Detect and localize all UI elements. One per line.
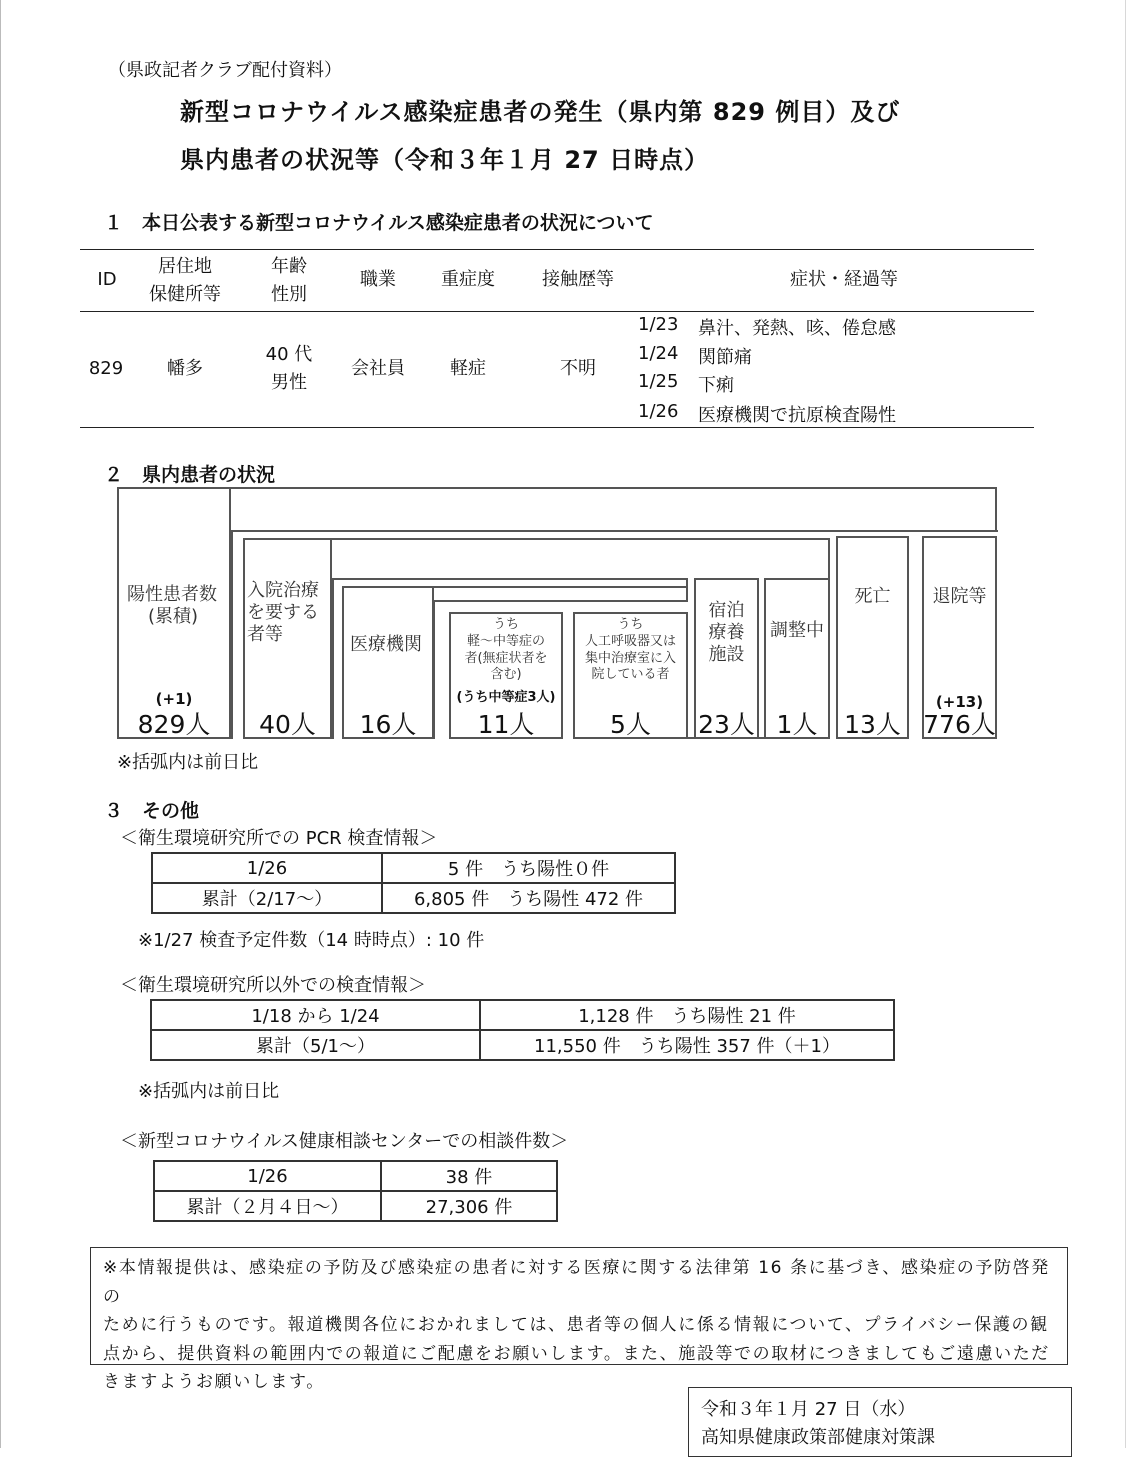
table-cell: 累計（2/17～） (152, 883, 382, 913)
positive-delta: (+1) (155, 690, 193, 708)
pcr-title: ＜衛生環境研究所での PCR 検査情報＞ (120, 828, 438, 849)
notice-line: ために行うものです。報道機関各位におかれましては、患者等の個人に係る情報について、プライバシー保護の観 (103, 1315, 1049, 1335)
diagram-footnote: ※括弧内は前日比 (117, 752, 259, 773)
hospital-label: 医療機関 (350, 634, 422, 655)
table-cell: 38 件 (381, 1161, 557, 1191)
table-cell: 1,128 件 うち陽性 21 件 (480, 1000, 894, 1030)
discharged-value: 776人 (923, 710, 996, 739)
course-date: 1/23 (638, 314, 679, 335)
hotel-label-1: 宿泊 (708, 600, 745, 621)
cell-id: 829 (88, 358, 124, 379)
discharged-label: 退院等 (932, 586, 987, 607)
table-cell: 1/26 (152, 853, 382, 883)
cell-severity: 軽症 (450, 358, 486, 379)
mild-label-3: 者(無症状者を (464, 651, 548, 666)
table-cell: 27,306 件 (381, 1191, 557, 1221)
table-cell: 11,550 件 うち陽性 357 件（＋1） (480, 1030, 894, 1060)
table-top-rule (80, 249, 1034, 250)
adjusting-value: 1人 (776, 710, 818, 739)
table-row (154, 1161, 557, 1191)
hospital-value: 16人 (359, 710, 417, 739)
table-row (151, 1000, 894, 1030)
positive-value: 829人 (137, 710, 211, 739)
table-cell: 累計（２月４日～） (154, 1191, 381, 1221)
course-text: 医療機関で抗原検査陽性 (698, 405, 896, 426)
issue-date: 令和３年１月 27 日（水） (701, 1399, 916, 1420)
course-text: 鼻汁、発熱、咳、倦怠感 (698, 318, 896, 339)
page-edge-right (1125, 0, 1126, 1448)
section1-heading: １ 本日公表する新型コロナウイルス感染症患者の状況について (104, 212, 654, 234)
course-text: 下痢 (698, 375, 734, 396)
table-row (154, 1191, 557, 1221)
consult-title: ＜新型コロナウイルス健康相談センターでの相談件数＞ (120, 1131, 569, 1152)
table-cell: 5 件 うち陽性０件 (382, 853, 675, 883)
course-text: 関節痛 (698, 347, 752, 368)
other-tests-title: ＜衛生環境研究所以外での検査情報＞ (120, 975, 426, 996)
table-cell: 累計（5/1～） (151, 1030, 480, 1060)
col-header-residence-2: 保健所等 (149, 284, 221, 305)
col-header-contact: 接触歴等 (542, 269, 614, 290)
severe-label-1: うち (617, 617, 644, 632)
positive-sublabel: (累積) (148, 606, 199, 627)
cell-occupation: 会社員 (351, 358, 405, 379)
course-date: 1/25 (638, 371, 679, 392)
course-date: 1/24 (638, 343, 679, 364)
mild-label-4: 含む) (490, 667, 522, 682)
consult-table (153, 1160, 558, 1222)
table-row (152, 883, 675, 913)
notice-line: きますようお願いします。 (103, 1372, 325, 1392)
issuer-department: 高知県健康政策部健康対策課 (701, 1427, 935, 1448)
col-header-age-2: 性別 (271, 284, 307, 305)
page-title-line1: 新型コロナウイルス感染症患者の発生（県内第 829 例目）及び (180, 98, 901, 126)
col-header-severity: 重症度 (441, 269, 495, 290)
notice-line: 点から、提供資料の範囲内での報道にご配慮をお願いします。また、施設等での取材につきましてもご遠慮いただ (103, 1343, 1050, 1364)
severe-value: 5人 (610, 710, 651, 739)
table-row (151, 1030, 894, 1060)
cell-residence: 幡多 (167, 358, 203, 379)
mild-label-1: うち (492, 617, 519, 632)
pcr-note: ※1/27 検査予定件数（14 時時点）: 10 件 (138, 930, 485, 951)
positive-label: 陽性患者数 (127, 584, 217, 605)
cell-contact: 不明 (560, 358, 596, 379)
severe-label-3: 集中治療室に入 (584, 651, 676, 666)
hotel-value: 23人 (698, 710, 755, 739)
col-header-symptoms: 症状・経過等 (790, 269, 898, 290)
other-tests-table (150, 999, 895, 1061)
severe-label-4: 院している者 (591, 667, 670, 682)
inpatient-value: 40人 (259, 710, 316, 739)
other-tests-note: ※括弧内は前日比 (138, 1081, 280, 1102)
hotel-label-2: 療養 (708, 622, 745, 643)
severe-label-2: 人工呼吸器又は (584, 634, 676, 649)
section2-heading: ２ 県内患者の状況 (104, 464, 276, 486)
inpatient-label-2: を要する (247, 602, 319, 623)
deaths-value: 13人 (844, 710, 901, 739)
table-cell: 1/18 から 1/24 (151, 1000, 480, 1030)
table-row (152, 853, 675, 883)
col-header-residence-1: 居住地 (158, 256, 212, 277)
col-header-occupation: 職業 (360, 269, 396, 290)
table-header-rule (80, 311, 1034, 312)
mild-note: (うち中等症3人) (456, 690, 556, 705)
mild-label-2: 軽～中等症の (466, 634, 545, 649)
distribution-note: （県政記者クラブ配付資料） (108, 60, 342, 81)
issuer-box (688, 1387, 1072, 1457)
page-title-line2: 県内患者の状況等（令和３年１月 27 日時点） (180, 146, 710, 174)
page-edge-left (0, 0, 1, 1448)
privacy-notice (90, 1247, 1068, 1392)
pcr-table (151, 852, 676, 914)
cell-age: 40 代 (265, 344, 313, 365)
table-cell: 6,805 件 うち陽性 472 件 (382, 883, 675, 913)
deaths-label: 死亡 (854, 586, 891, 607)
cell-sex: 男性 (271, 372, 307, 393)
notice-line: ※本情報提供は、感染症の予防及び感染症の患者に対する医療に関する法律第 16 条に基づき、感染症の予防啓発の (103, 1258, 1050, 1307)
col-header-age-1: 年齢 (271, 256, 307, 277)
inpatient-label-1: 入院治療 (247, 580, 319, 601)
hotel-label-3: 施設 (708, 644, 745, 665)
table-cell: 1/26 (154, 1161, 381, 1191)
discharged-delta: (+13) (935, 693, 984, 711)
adjusting-label: 調整中 (770, 620, 824, 641)
inpatient-label-3: 者等 (247, 624, 283, 645)
section3-heading: ３ その他 (104, 800, 200, 822)
course-date: 1/26 (638, 401, 679, 422)
table-bottom-rule (80, 427, 1034, 428)
col-header-id: ID (97, 269, 117, 290)
mild-value: 11人 (477, 710, 535, 739)
